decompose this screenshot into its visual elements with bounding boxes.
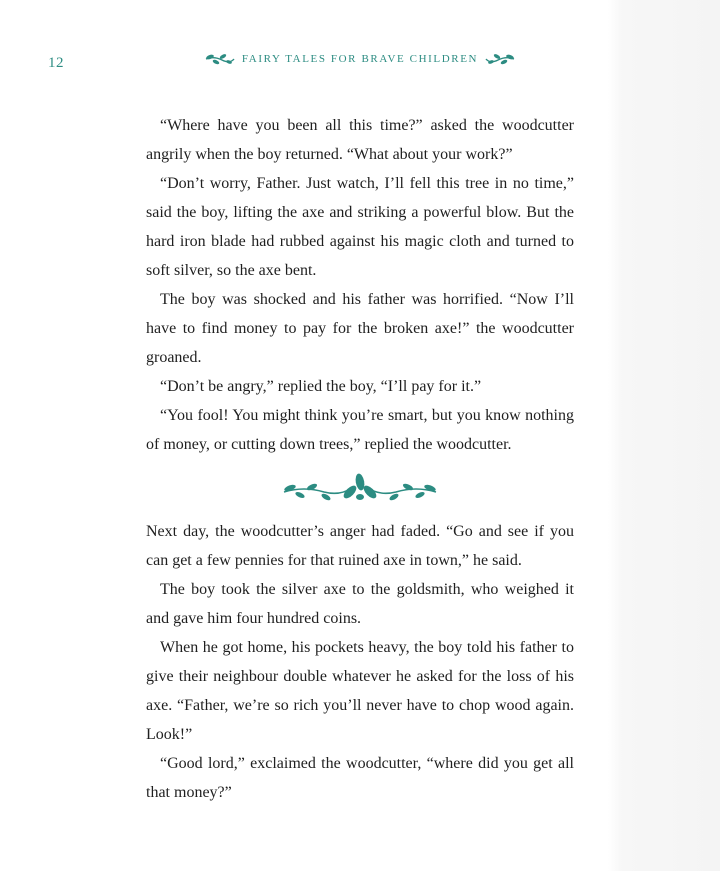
paragraph: The boy took the silver axe to the goldsmith, who weighed it and gave him four hundred coins. <box>146 581 574 627</box>
leaf-sprig-icon <box>484 52 516 66</box>
running-title: FAIRY TALES FOR BRAVE CHILDREN <box>241 53 479 65</box>
page-number: 12 <box>48 55 64 71</box>
paragraph: The boy was shocked and his father was horrified. “Now I’ll have to find money to pay for the broken axe!” the woodcutter groaned. <box>146 291 574 366</box>
paragraph: Next day, the woodcutter’s anger had faded. “Go and see if you can get a few pennies for that ruined axe in town,” he said. <box>146 523 574 569</box>
leaf-ornament-icon <box>146 459 574 517</box>
paragraph: “Don’t worry, Father. Just watch, I’ll fell this tree in no time,” said the boy, lifting the axe and striking a powerful blow. But the hard iron blade had rubbed against his magic cloth and turned to soft silver, so the axe bent. <box>146 175 574 279</box>
paragraph: When he got home, his pockets heavy, the boy told his father to give their neighbour double whatever he asked for the loss of his axe. “Father, we’re so rich you’ll never have to chop wood again. Look!” <box>146 639 574 743</box>
story-text <box>146 111 574 807</box>
paragraph: “You fool! You might think you’re smart, but you know nothing of money, or cutting down trees,” replied the woodcutter. <box>146 407 574 453</box>
paragraph: “Don’t be angry,” replied the boy, “I’ll pay for it.” <box>160 378 482 395</box>
leaf-sprig-icon <box>204 52 236 66</box>
paragraph: “Where have you been all this time?” asked the woodcutter angrily when the boy returned. “What about your work?” <box>146 117 574 163</box>
running-head <box>0 52 720 66</box>
paragraph: “Good lord,” exclaimed the woodcutter, “where did you get all that money?” <box>146 755 574 801</box>
